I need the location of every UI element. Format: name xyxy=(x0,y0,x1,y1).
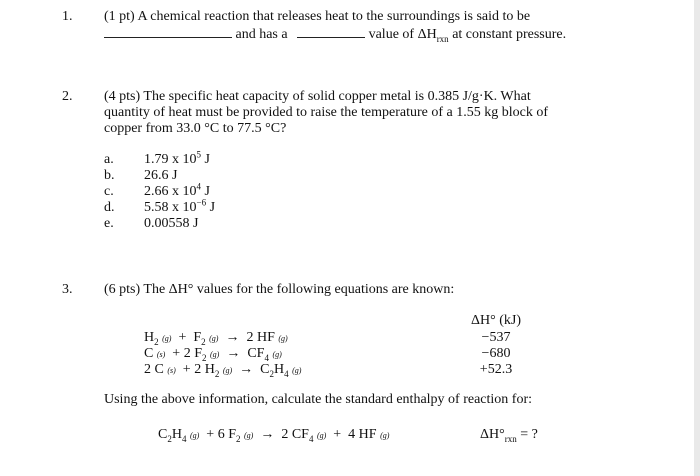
q1-constant-pressure: at constant pressure. xyxy=(448,27,567,42)
q3-using-line: Using the above information, calculate the standard enthalpy of reaction for: xyxy=(104,392,533,407)
dh-value-1: −537 xyxy=(481,330,511,345)
q1-line2 xyxy=(104,25,566,43)
q2-line2: quantity of heat must be provided to raise the temperature of a 1.55 kg block of xyxy=(104,105,548,120)
equation-1: $H_2$ $(g) + F_2$ (g) → 2 HF (g) xyxy=(144,330,288,347)
option-value: 0.00558 J xyxy=(144,216,199,231)
q2-line1: (4 pts) The specific heat capacity of solid copper metal is 0.385 J/g·K. What xyxy=(104,89,531,104)
option-value: 1.79 x $10^5$ J xyxy=(144,149,210,167)
option-value: 2.66 x $10^4$ J xyxy=(144,181,210,199)
equation-3: 2 C (s) + 2 $H_2$ $(g) \to C_2H_4$ (g) xyxy=(144,362,302,379)
dh-header: ΔH° (kJ) xyxy=(471,313,521,328)
q3-line1: (6 pts) The ΔH° values for the following equations are known: xyxy=(104,282,455,297)
q3-number: 3. xyxy=(62,282,73,297)
option-letter: e. xyxy=(104,216,114,231)
option-letter: a. xyxy=(104,152,114,167)
target-dh-rxn: $\Delta H^\circ_{rxn}$ = ? xyxy=(480,427,538,444)
option-letter: c. xyxy=(104,184,114,199)
q1-and-has-a: and has a xyxy=(235,27,288,42)
scroll-edge xyxy=(694,0,700,476)
q2-number: 2. xyxy=(62,89,73,104)
q1-line1: (1 pt) A chemical reaction that releases heat to the surroundings is said to be xyxy=(104,9,531,24)
dh-value-3: +52.3 xyxy=(479,362,513,377)
equation-2: C (s) + 2 $F_2$ $(g) \to CF_4$ (g) xyxy=(144,346,282,363)
q1-value-of: value of ΔH xyxy=(368,27,437,42)
dh-value-2: −680 xyxy=(481,346,511,361)
q1-blank-2[interactable] xyxy=(297,25,365,38)
q1-rxn-sub: rxn xyxy=(436,33,449,44)
q1-number: 1. xyxy=(62,9,73,24)
option-letter: d. xyxy=(104,200,115,215)
option-letter: b. xyxy=(104,168,115,183)
q2-line3: copper from 33.0 °C to 77.5 °C? xyxy=(104,121,287,136)
option-value: 26.6 J xyxy=(144,168,178,183)
option-value: 5.58 x $10^{-6}$ J xyxy=(144,197,216,215)
q1-blank-1[interactable] xyxy=(104,25,232,38)
target-equation: $C_2H_4$ (g) + 6 $F_2$ (g) → 2 $CF_4$ (g) + 4 HF (g) xyxy=(158,427,390,444)
